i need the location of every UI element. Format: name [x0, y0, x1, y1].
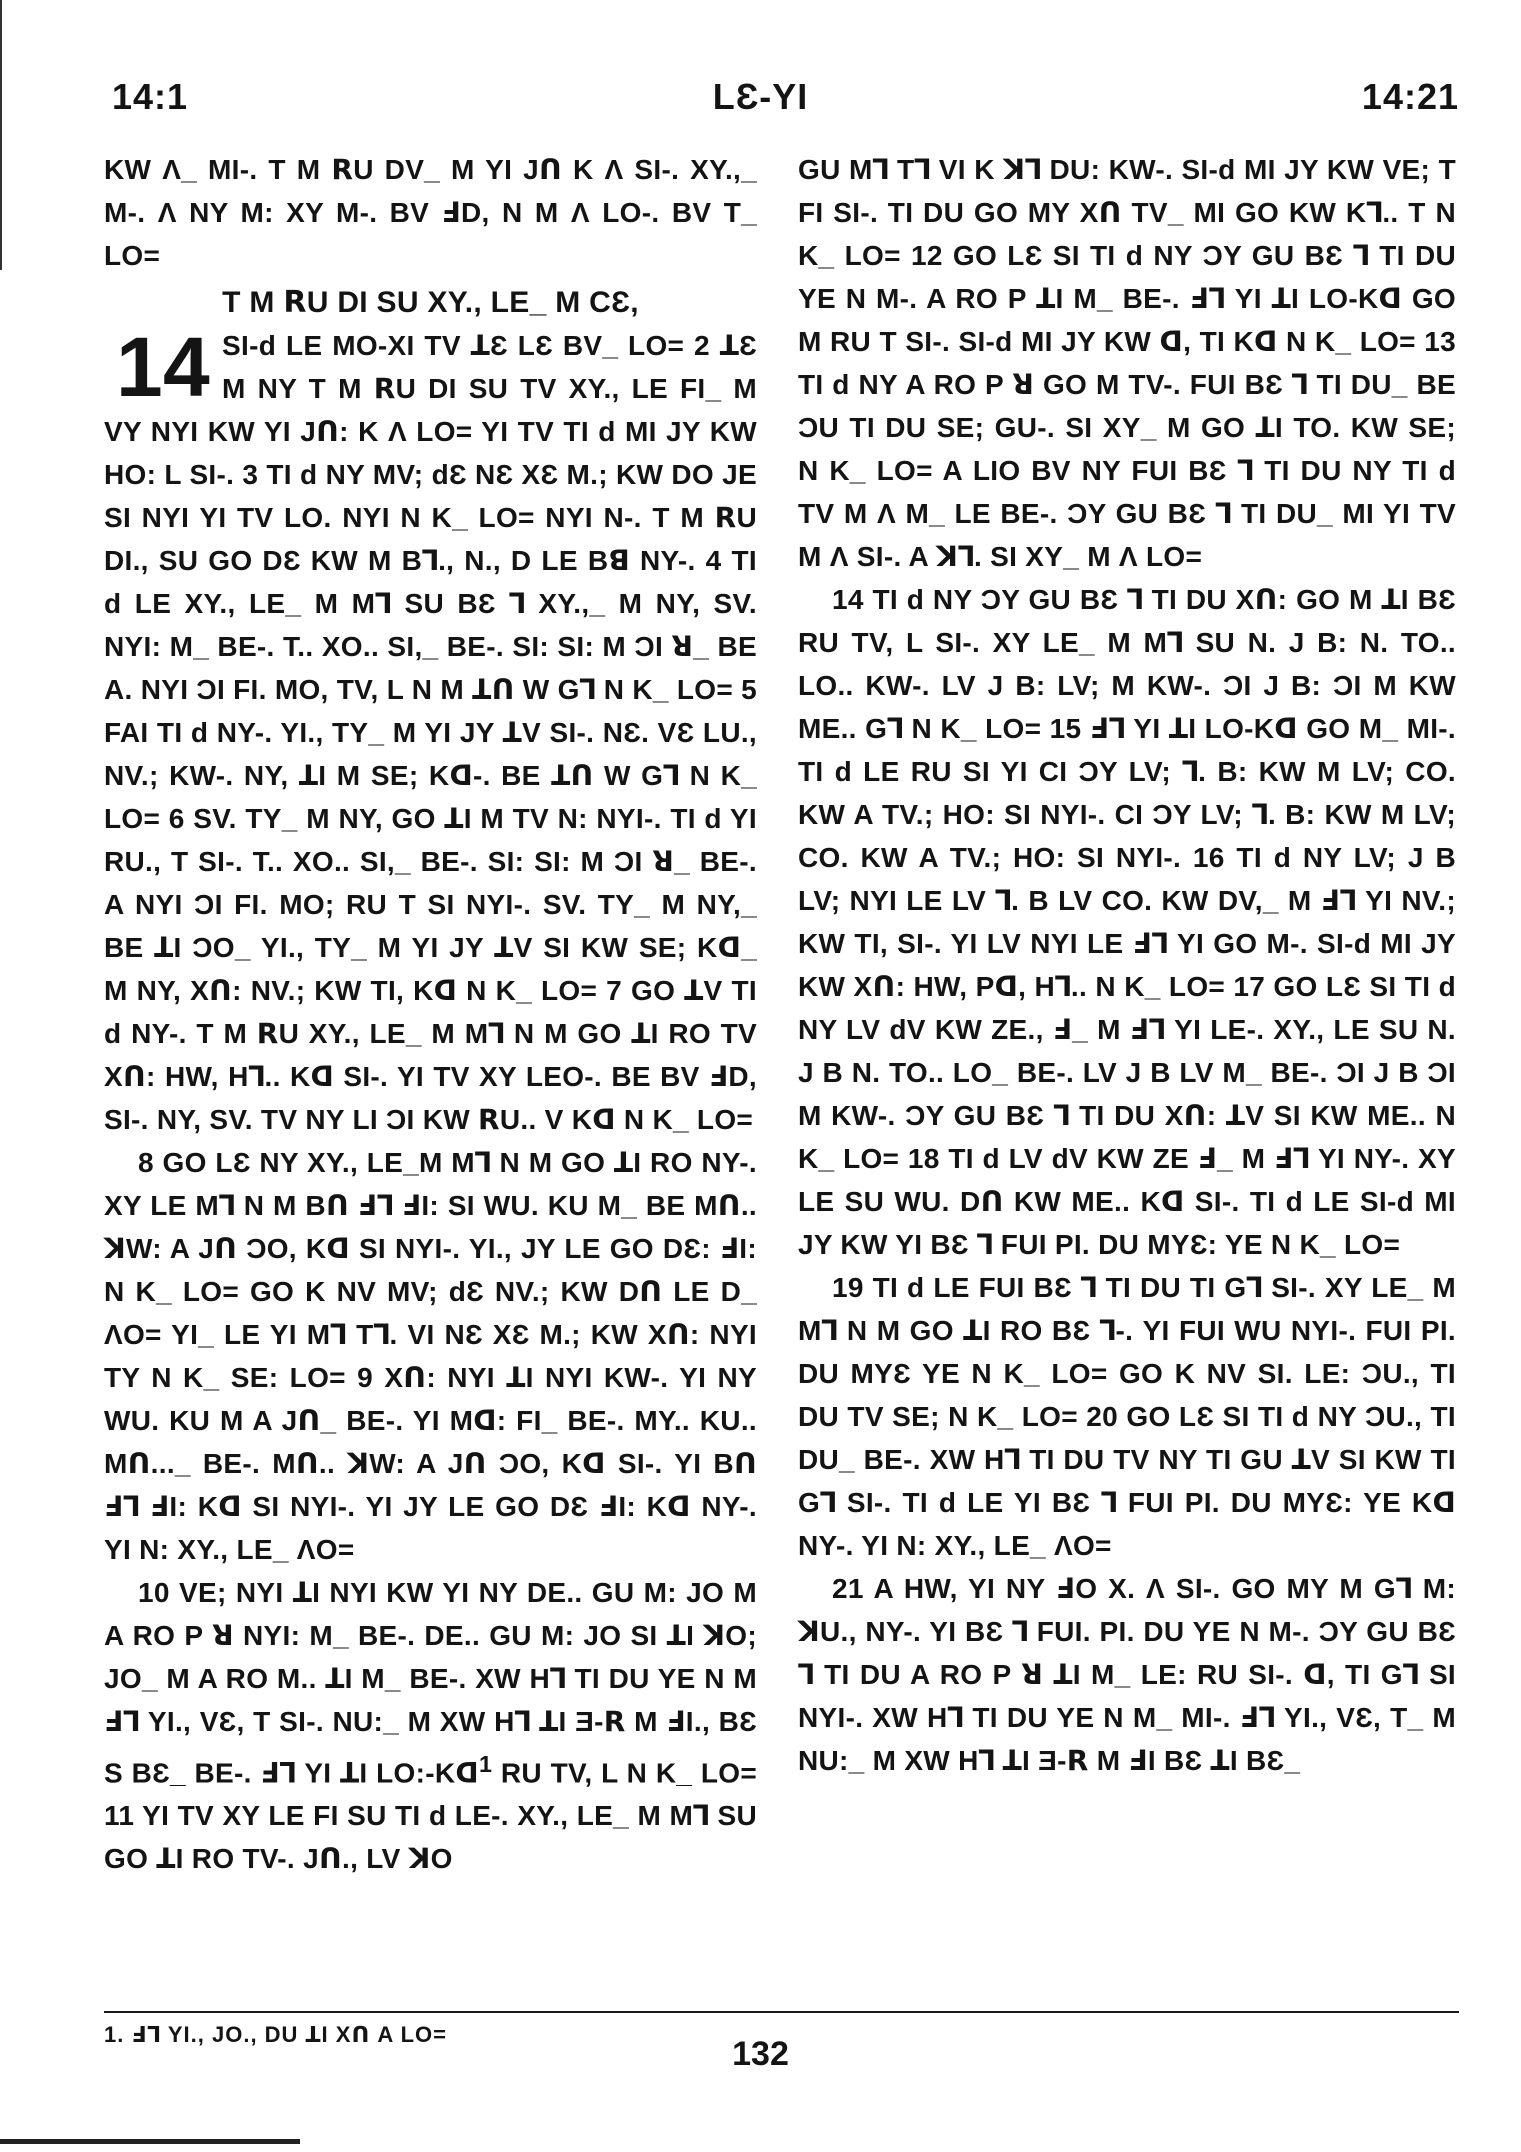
header-left-reference: 14:1 [112, 76, 189, 117]
header-book-title: LƐ-YI [712, 76, 809, 117]
bottom-edge-line [0, 2139, 300, 2144]
left-paragraph-3: 8 GO LƐ NY XY., LE_M Mꓶ N M GO ꓕI RO NY-. XY LE Mꓶ N M Bꓵ ꓞꓶ ꓞI: SI WU. KU M_ BE Mꓵ.. ꓘW: A Jꓵ ƆO, Kꓷ SI NYI-. YI., JY LE GO DƐ: ꓞI: N K_ LO= GO K NV MV; dƐ NV.; KW Dꓵ LE D_ ΛO= YI_ LE YI Mꓶ Tꓶ. VI NƐ XƐ M.; KW Xꓵ: NYI TY N K_ SE: LO= 9 Xꓵ: NYI ꓕI NYI KW-. YI NY WU. KU M A Jꓵ_ BE-. YI Mꓷ: FI_ BE-. MY.. KU.. Mꓵ..._ BE-. Mꓵ.. ꓘW: A Jꓵ ƆO, Kꓷ SI-. YI Bꓵ ꓞꓶ ꓞI: Kꓷ SI NYI-. YI JY LE GO DƐ ꓞI: Kꓷ NY-. YI N: XY., LE_ ΛO= [104, 1147, 757, 1565]
left-paragraph-1: KW Λ_ MI-. T M ꓣU DV_ M YI Jꓵ K Λ SI-. XY.,_ M-. Λ NY M: XY M-. BV ꓞD, N M Λ LO-. BV T_ LO= [104, 154, 757, 271]
left-paragraph-4 [104, 1571, 757, 1880]
right-paragraph-2: 14 TI d NY ƆY GU BƐ ꓶ TI DU Xꓵ: GO M ꓕI BƐ RU TV, L SI-. XY LE_ M Mꓶ SU N. J B: N. TO.. LO.. KW-. LV J B: LV; M KW-. ƆI J B: ƆI M KW ME.. Gꓶ N K_ LO= 15 ꓞꓶ YI ꓕI LO-Kꓷ GO M_ MI-. TI d LE RU SI YI CI ƆY LV; ꓶ. B: KW M LV; CO. KW A TV.; HO: SI NYI-. CI ƆY LV; ꓶ. B: KW M LV; CO. KW A TV.; HO: SI NYI-. 16 TI d NY LV; J B LV; NYI LE LV ꓶ. B LV CO. KW DV,_ M ꓞꓶ YI NV.; KW TI, SI-. YI LV NYI LE ꓞꓶ YI GO M-. SI-d MI JY KW Xꓵ: HW, Pꓷ, Hꓶ.. N K_ LO= 17 GO LƐ SI TI d NY LV dV KW ZE., ꓞ_ M ꓞꓶ YI LE-. XY., LE SU N. J B N. TO.. LO_ BE-. LV J B LV M_ BE-. ƆI J B ƆI M KW-. ƆY GU BƐ ꓶ TI DU Xꓵ: ꓕV SI KW ME.. N K_ LO= 18 TI d LV dV KW ZE ꓞ_ M ꓞꓶ YI NY-. XY LE SU WU. Dꓵ KW ME.. Kꓷ SI-. TI d LE SI-d MI JY KW YI BƐ ꓶ FUI PI. DU MYƐ: YE N K_ LO= [798, 584, 1456, 1260]
left-paragraph-4-rest: RU TV, L N K_ LO= 11 YI TV XY LE FI SU TI d LE-. XY., LE_ M Mꓶ SU GO ꓕI RO TV-. Jꓵ., LV ꓘO [104, 1757, 757, 1875]
footnote-marker: 1 [478, 1751, 493, 1777]
right-column [798, 148, 1456, 1782]
right-paragraph-4: 21 A HW, YI NY ꓞO X. Λ SI-. GO MY M Gꓶ M: ꓘU., NY-. YI BƐ ꓶ FUI. PI. DU YE N M-. ƆY GU BƐ ꓶ TI DU A RO P ꓤ ꓕI M_ LE: RU SI-. ꓷ, TI Gꓶ SI NYI-. XW Hꓶ TI DU YE N M_ MI-. ꓞꓶ YI., VƐ, T_ M NU:_ M XW Hꓶ ꓕI Ǝ-ꓣ M ꓞI BƐ ꓕI BƐ_ [798, 1573, 1456, 1776]
left-margin-line [0, 0, 2, 270]
right-paragraph-1: GU Mꓶ Tꓶ VI K ꓘꓶ DU: KW-. SI-d MI JY KW VE; T FI SI-. TI DU GO MY Xꓵ TV_ MI GO KW Kꓶ.. T N K_ LO= 12 GO LƐ SI TI d NY ƆY GU BƐ ꓶ TI DU YE N M-. A RO P ꓕI M_ BE-. ꓞꓶ YI ꓕI LO-Kꓷ GO M RU T SI-. SI-d MI JY KW ꓷ, TI Kꓷ N K_ LO= 13 TI d NY A RO P ꓤ GO M TV-. FUI BƐ ꓶ TI DU_ BE ƆU TI DU SE; GU-. SI XY_ M GO ꓕI TO. KW SE; N K_ LO= A LIO BV NY FUI BƐ ꓶ TI DU NY TI d TV M Λ M_ LE BE-. ƆY GU BƐ ꓶ TI DU_ MI YI TV M Λ SI-. A ꓘꓶ. SI XY_ M Λ LO= [798, 154, 1456, 572]
left-paragraph-2-text: SI-d LE MO-XI TV ꓕƐ LƐ BV_ LO= 2 ꓕƐ M NY T M ꓣU DI SU TV XY., LE FI_ M VY NYI KW YI Jꓵ: K Λ LO= YI TV TI d MI JY KW HO: L SI-. 3 TI d NY MV; dƐ NƐ XƐ M.; KW DO JE SI NYI YI TV LO. NYI N K_ LO= NYI N-. T M ꓣU DI., SU GO DƐ KW M Bꓶ., N., D LE Bꓭ NY-. 4 TI d LE XY., LE_ M Mꓶ SU BƐ ꓶ XY.,_ M NY, SV. NYI: M_ BE-. T.. XO.. SI,_ BE-. SI: SI: M ƆI ꓤ_ BE A. NYI ƆI FI. MO, TV, L N M ꓕꓵ W Gꓶ N K_ LO= 5 FAI TI d NY-. YI., TY_ M YI JY ꓕV SI-. NƐ. VƐ LU., NV.; KW-. NY, ꓕI M SE; Kꓷ-. BE ꓕꓵ W Gꓶ N K_ LO= 6 SV. TY_ M NY, GO ꓕI M TV N: NYI-. TI d YI RU., T SI-. T.. XO.. SI,_ BE-. SI: SI: M ƆI ꓤ_ BE-. A NYI ƆI FI. MO; RU T SI NYI-. SV. TY_ M NY,_ BE ꓕI ƆO_ YI., TY_ M YI JY ꓕV SI KW SE; Kꓷ_ M NY, Xꓵ: NV.; KW TI, Kꓷ N K_ LO= 7 GO ꓕV TI d NY-. T M ꓣU XY., LE_ M Mꓶ N M GO ꓕI RO TV Xꓵ: HW, Hꓶ.. Kꓷ SI-. YI TV XY LEO-. BE BV ꓞD, SI-. NY, SV. TV NY LI ƆI KW ꓣU.. V Kꓷ N K_ LO= [104, 330, 757, 1135]
footnote-divider [104, 2011, 1459, 2013]
left-column [104, 148, 757, 1880]
page-number: 132 [732, 2035, 789, 2073]
left-paragraph-4-text: 10 VE; NYI ꓕI NYI KW YI NY DE.. GU M: JO M A RO P ꓤ NYI: M_ BE-. DE.. GU M: JO SI ꓕI ꓘO; JO_ M A RO M.. ꓕI M_ BE-. XW Hꓶ TI DU YE N M ꓞꓶ YI., VƐ, T SI-. NU:_ M XW Hꓶ ꓕI Ǝ-ꓣ M ꓞI., BƐ S BƐ_ BE-. ꓞꓶ YI ꓕI LO:-Kꓷ [104, 1577, 757, 1789]
right-paragraph-3: 19 TI d LE FUI BƐ ꓶ TI DU TI Gꓶ SI-. XY LE_ M Mꓶ N M GO ꓕI RO BƐ ꓶ-. YI FUI WU NYI-. FUI PI. DU MYƐ YE N K_ LO= GO K NV SI. LE: ƆU., TI DU TV SE; N K_ LO= 20 GO LƐ SI TI d NY ƆU., TI DU_ BE-. XW Hꓶ TI DU TV NY TI GU ꓕV SI KW TI Gꓶ SI-. TI d LE YI BƐ ꓶ FUI PI. DU MYƐ: YE Kꓷ NY-. YI N: XY., LE_ ΛO= [798, 1272, 1456, 1561]
left-paragraph-2 [104, 320, 757, 1141]
header-right-reference: 14:21 [1361, 76, 1459, 117]
footnote: 1. ꓞꓶ YI., JO., DU ꓕI Xꓵ A LO= [104, 2022, 448, 2047]
chapter-title: T M ꓣU DI SU XY., LE_ M CƐ, [222, 286, 639, 319]
chapter-number: 14 [116, 320, 211, 414]
